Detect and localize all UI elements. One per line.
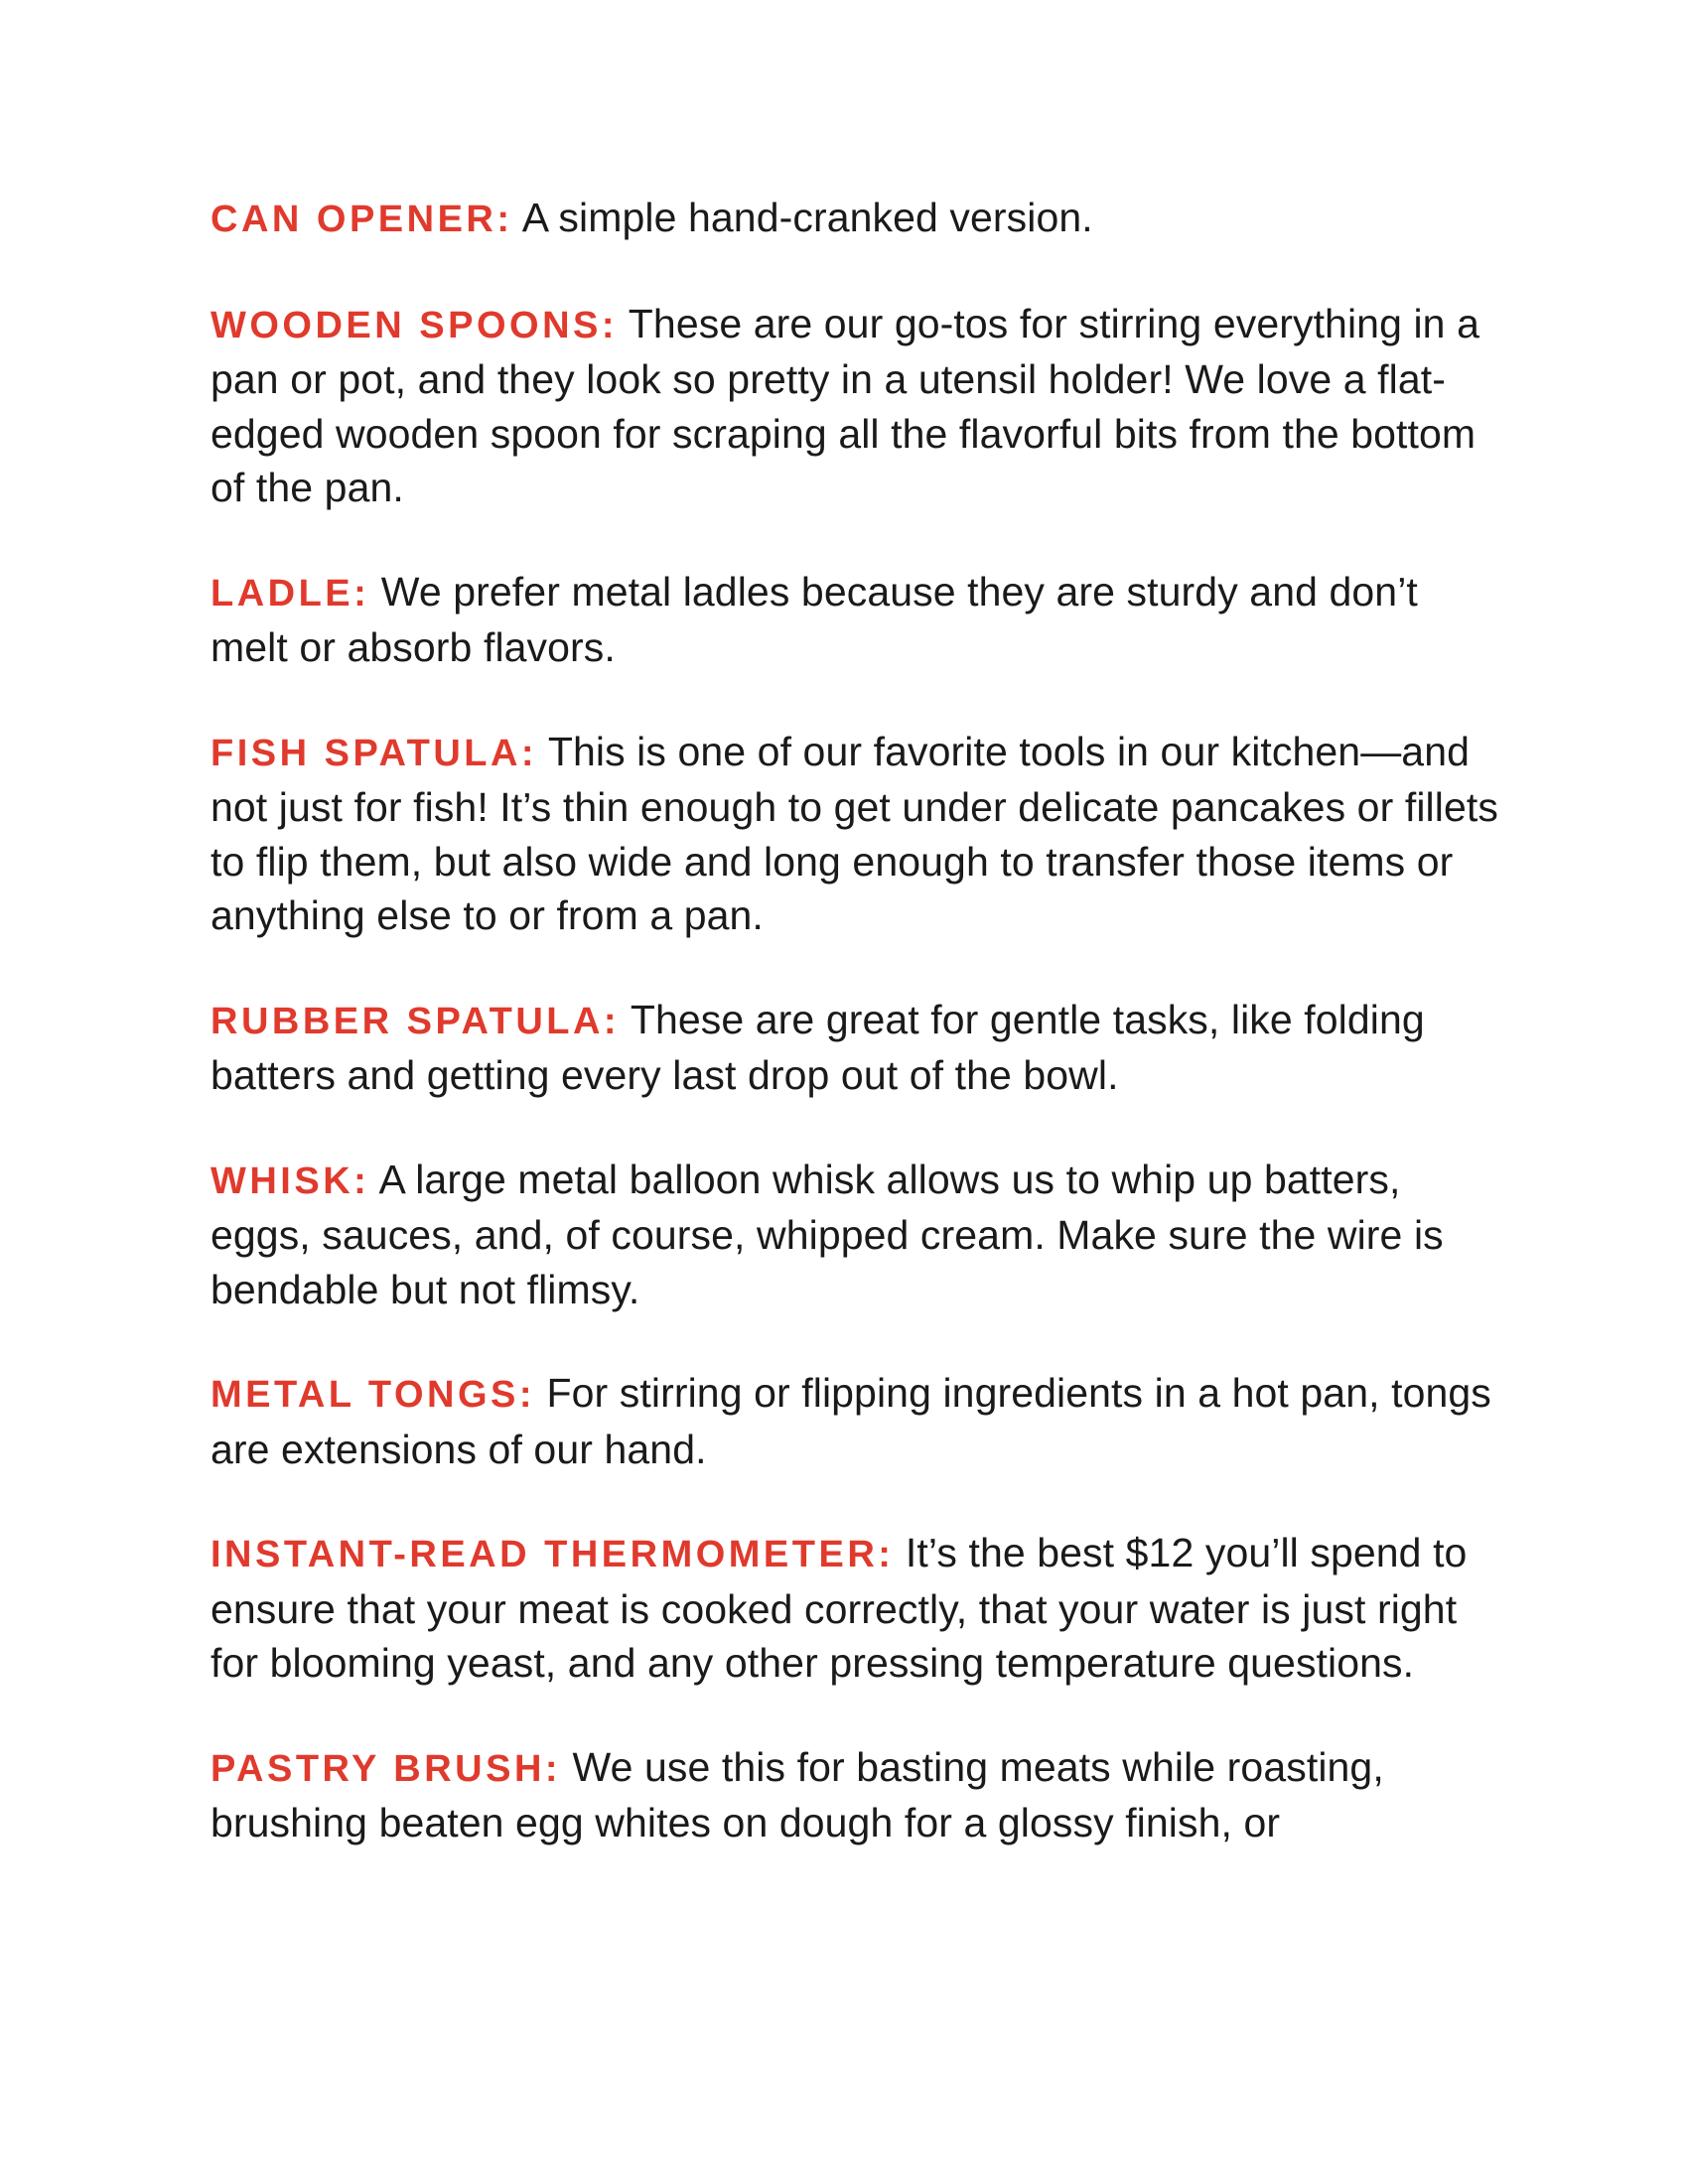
entry-term: PASTRY BRUSH: <box>211 1747 562 1790</box>
entry-term: WOODEN SPOONS: <box>211 304 619 346</box>
kitchen-tools-list <box>211 191 1501 1900</box>
entry-term: WHISK: <box>211 1160 370 1202</box>
entry-term: LADLE: <box>211 572 370 614</box>
entry-whisk <box>211 1153 1501 1317</box>
entry-metal-tongs <box>211 1366 1501 1476</box>
entry-term: METAL TONGS: <box>211 1374 535 1416</box>
entry-description: These are our go-tos for stirring everything in a pan or pot, and they look so pretty in a utensil holder! We love a flat-edged wooden spoon for scraping all the flavorful bits from the bottom of the pan. <box>211 300 1479 510</box>
entry-description: A simple hand-cranked version. <box>512 195 1093 240</box>
entry-wooden-spoons <box>211 297 1501 515</box>
entry-fish-spatula <box>211 725 1501 943</box>
entry-description: We prefer metal ladles because they are sturdy and don’t melt or absorb flavors. <box>211 568 1418 670</box>
entry-pastry-brush <box>211 1740 1501 1850</box>
entry-description: This is one of our favorite tools in our kitchen—and not just for fish! It’s thin enough to get under delicate pancakes or fillets to flip them, but also wide and long enough to transfer those items or anything else to or from a pan. <box>211 728 1498 938</box>
entry-description: These are great for gentle tasks, like folding batters and getting every last drop out of the bowl. <box>211 996 1425 1098</box>
entry-term: FISH SPATULA: <box>211 732 538 774</box>
entry-description: We use this for basting meats while roasting, brushing beaten egg whites on dough for a glossy finish, or <box>211 1743 1384 1845</box>
entry-description: It’s the best $12 you’ll spend to ensure that your meat is cooked correctly, that your water is just right for blooming yeast, and any other pressing temperature questions. <box>211 1530 1468 1686</box>
entry-can-opener <box>211 191 1501 247</box>
entry-term: CAN OPENER: <box>211 199 513 240</box>
entry-rubber-spatula <box>211 993 1501 1103</box>
entry-description: A large metal balloon whisk allows us to whip up batters, eggs, sauces, and, of course, whipped cream. Make sure the wire is bendable but not flimsy. <box>211 1156 1444 1312</box>
entry-term: INSTANT-READ THERMOMETER: <box>211 1534 895 1575</box>
entry-ladle <box>211 565 1501 675</box>
entry-description: For stirring or flipping ingredients in a hot pan, tongs are extensions of our hand. <box>211 1370 1491 1472</box>
entry-instant-read-thermometer <box>211 1526 1501 1691</box>
entry-term: RUBBER SPATULA: <box>211 1000 621 1042</box>
